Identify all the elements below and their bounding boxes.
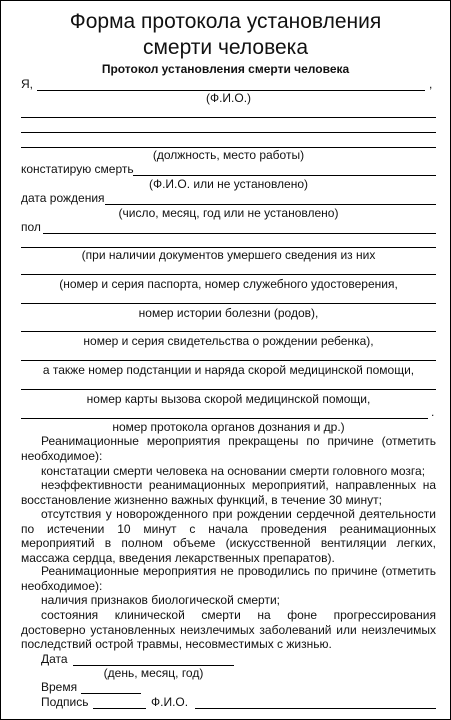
ya-label: Я, — [21, 77, 33, 91]
birth-cert-hint: номер и серия свидетельства о рождении ребенка), — [83, 334, 374, 348]
stopped-intro: Реанимационные мероприятия прекращены по причине (отметить необходимое): — [21, 434, 436, 463]
docs-hint: (при наличии документов умершего сведения из них — [81, 248, 376, 262]
ambulance-line[interactable] — [21, 360, 436, 361]
fio-or-unknown-hint: (Ф.И.О. или не установлено) — [148, 177, 309, 191]
position-hint: (должность, место работы) — [152, 148, 305, 162]
birth-label: дата рождения — [21, 191, 105, 205]
date-label: Дата — [41, 652, 68, 666]
sex-line[interactable] — [43, 233, 436, 234]
form-title-line-2: смерти человека — [142, 36, 309, 59]
fio-hint: (Ф.И.О.) — [205, 91, 252, 105]
call-card-line[interactable] — [21, 389, 436, 390]
birth-hint: (число, месяц, год или не установлено) — [118, 206, 339, 220]
protocol-subtitle: Протокол установления смерти человека — [101, 62, 350, 76]
birth-date-line[interactable] — [105, 204, 436, 205]
signature-fio-line[interactable] — [195, 708, 436, 709]
stopped-reason-3[interactable]: отсутствия у новорожденного при рождении сердечной деятельности по истечении 10 минут с начала проведения реанимационных мероприятий в полном объеме (искусственной вентиляции легких, массажа сердца, введения лекарственных препаратов). — [21, 507, 436, 565]
call-card-hint: номер карты вызова скорой медицинской помощи, — [86, 392, 371, 406]
sex-label: пол — [21, 220, 41, 234]
not-performed-reason-1[interactable]: наличия признаков биологической смерти; — [41, 593, 281, 607]
signature-fio-label: Ф.И.О. — [151, 695, 189, 709]
signature-line[interactable] — [93, 708, 146, 709]
passport-line[interactable] — [21, 274, 436, 275]
time-line[interactable] — [81, 693, 141, 694]
position-line-1[interactable] — [21, 117, 436, 118]
ambulance-hint: а также номер подстанции и наряда скорой медицинской помощи, — [42, 363, 415, 377]
not-performed-reason-2[interactable]: состояния клинической смерти на фоне прогрессирования достоверно установленных неизлечимых заболеваний или неизлечимых последствий острой травмы, несовместимых с жизнью. — [21, 608, 436, 652]
birth-cert-line[interactable] — [21, 331, 436, 332]
signature-label: Подпись — [41, 695, 89, 709]
passport-hint: (номер и серия паспорта, номер служебного удостоверения, — [59, 277, 398, 291]
time-label: Время — [41, 680, 78, 694]
protocol-period: . — [431, 405, 435, 419]
position-line-2[interactable] — [21, 132, 436, 133]
stopped-reason-2[interactable]: неэффективности реанимационных мероприятий, направленных на восстановление жизненно важных функций, в течение 30 минут; — [21, 478, 436, 507]
stopped-reason-1[interactable]: констатации смерти человека на основании смерти головного мозга; — [41, 464, 426, 478]
not-performed-intro: Реанимационные мероприятия не проводились по причине (отметить необходимое): — [21, 564, 436, 593]
date-hint: (день, месяц, год) — [103, 666, 204, 680]
fio-comma: , — [429, 77, 433, 91]
protocol-hint: номер протокола органов дознания и др.) — [112, 420, 345, 434]
protocol-line[interactable] — [21, 418, 428, 419]
deceased-name-line[interactable] — [133, 175, 436, 176]
history-hint: номер истории болезни (родов), — [138, 306, 319, 320]
history-line[interactable] — [21, 303, 436, 304]
form-title-line-1: Форма протокола установления — [69, 10, 382, 33]
state-death-label: констатирую смерть — [21, 162, 134, 176]
